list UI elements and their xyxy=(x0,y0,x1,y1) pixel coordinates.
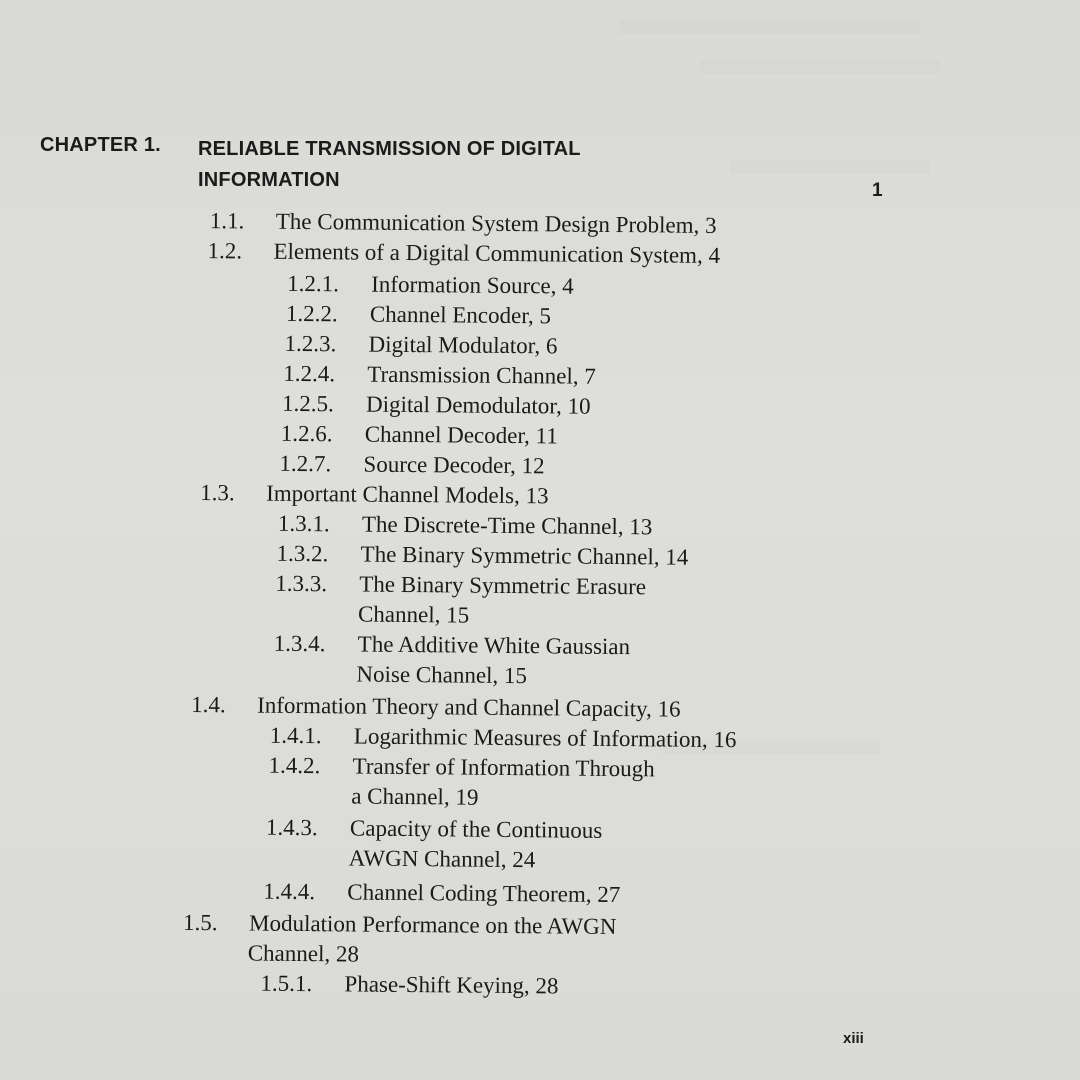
toc-entry-text: The Binary Symmetric Erasure xyxy=(359,571,647,600)
toc-entry xyxy=(287,270,574,299)
toc-entry xyxy=(265,814,603,843)
toc-entry-text: Channel Encoder, 5 xyxy=(369,301,552,329)
toc-entry xyxy=(260,970,559,999)
toc-entry xyxy=(209,208,717,238)
toc-entry xyxy=(279,450,545,479)
toc-entry-text: Digital Demodulator, 10 xyxy=(365,391,591,419)
toc-entry xyxy=(268,752,655,782)
toc-entry-text: Channel Coding Theorem, 27 xyxy=(347,879,621,908)
toc-entry xyxy=(284,330,558,359)
toc-entry xyxy=(263,878,621,908)
toc-entry-number: 1.2.2. xyxy=(285,300,338,327)
toc-entry-number: 1.3.2. xyxy=(276,540,329,567)
toc-entry-text: Logarithmic Measures of Information, 16 xyxy=(353,723,737,753)
toc-entry-text: Phase-Shift Keying, 28 xyxy=(344,971,559,999)
toc-entry-continuation: Channel, 28 xyxy=(247,940,360,967)
toc-entry-text: Source Decoder, 12 xyxy=(363,451,545,479)
toc-entry xyxy=(277,510,653,540)
toc-entry-text: The Discrete-Time Channel, 13 xyxy=(361,511,653,540)
chapter-title-line1: RELIABLE TRANSMISSION OF DIGITAL xyxy=(198,138,581,160)
page-folio: xiii xyxy=(843,1030,864,1047)
toc-entry-text: Modulation Performance on the AWGN xyxy=(248,910,617,940)
toc-entry-number: 1.5.1. xyxy=(260,970,313,997)
toc-entry xyxy=(191,691,681,722)
toc-entry-number: 1.5. xyxy=(182,909,218,936)
toc-entry-continuation: Channel, 15 xyxy=(357,601,470,628)
toc-entry-number: 1.2.6. xyxy=(280,420,333,447)
toc-entry xyxy=(207,238,721,268)
toc-entry-text: Channel Decoder, 11 xyxy=(364,421,558,449)
toc-entry-number: 1.2.1. xyxy=(287,270,340,297)
toc-entry-number: 1.2.7. xyxy=(279,450,332,477)
toc-entry-text: Transmission Channel, 7 xyxy=(367,361,596,389)
toc-entry-number: 1.2.3. xyxy=(284,330,337,357)
toc-entry-text: Important Channel Models, 13 xyxy=(266,480,549,509)
toc-entry xyxy=(285,300,552,329)
toc-entry-number: 1.4.3. xyxy=(265,814,318,841)
toc-entry-number: 1.1. xyxy=(209,208,245,234)
toc-entry-text: Capacity of the Continuous xyxy=(349,815,603,843)
toc-entry xyxy=(281,390,591,419)
toc-entry-text: The Additive White Gaussian xyxy=(357,631,631,660)
toc-entry xyxy=(269,722,737,753)
toc-entry xyxy=(275,570,647,600)
toc-entry-text: Elements of a Digital Communication System, 4 xyxy=(273,238,721,268)
toc-entry xyxy=(280,420,558,449)
toc-entry-number: 1.2. xyxy=(207,238,243,264)
chapter-page-number: 1 xyxy=(872,180,883,201)
chapter-label: CHAPTER 1. xyxy=(40,134,161,156)
toc-entry-text: The Binary Symmetric Channel, 14 xyxy=(360,541,689,570)
toc-entry-text: Information Theory and Channel Capacity, 16 xyxy=(257,692,681,722)
toc-entry-text: Transfer of Information Through xyxy=(352,753,655,782)
toc-entry-continuation: a Channel, 19 xyxy=(351,783,479,810)
toc-entry xyxy=(200,480,549,509)
toc-entry-text: Digital Modulator, 6 xyxy=(368,331,558,359)
toc-entry xyxy=(273,630,631,660)
toc-entry xyxy=(276,540,689,570)
toc-entry-number: 1.2.4. xyxy=(283,360,336,387)
toc-entry-continuation: Noise Channel, 15 xyxy=(356,661,528,689)
toc-entry-number: 1.4. xyxy=(191,691,226,718)
toc-entry-number: 1.4.4. xyxy=(263,878,316,905)
toc-entry-continuation: AWGN Channel, 24 xyxy=(348,845,536,873)
toc-entry-number: 1.3.1. xyxy=(277,510,330,537)
toc-entry-number: 1.3.4. xyxy=(273,630,326,657)
toc-entry-text: Information Source, 4 xyxy=(371,271,574,299)
toc-entry-number: 1.3.3. xyxy=(275,570,328,597)
toc-entry xyxy=(283,360,596,389)
toc-entry-number: 1.4.1. xyxy=(269,722,322,749)
toc-entry-number: 1.3. xyxy=(200,480,235,506)
toc-entry-number: 1.4.2. xyxy=(268,752,321,779)
chapter-title-line2: INFORMATION xyxy=(198,169,340,191)
toc-entry-text: The Communication System Design Problem, 3 xyxy=(275,208,717,238)
toc-entry xyxy=(182,909,617,940)
toc-entry-number: 1.2.5. xyxy=(281,390,334,417)
